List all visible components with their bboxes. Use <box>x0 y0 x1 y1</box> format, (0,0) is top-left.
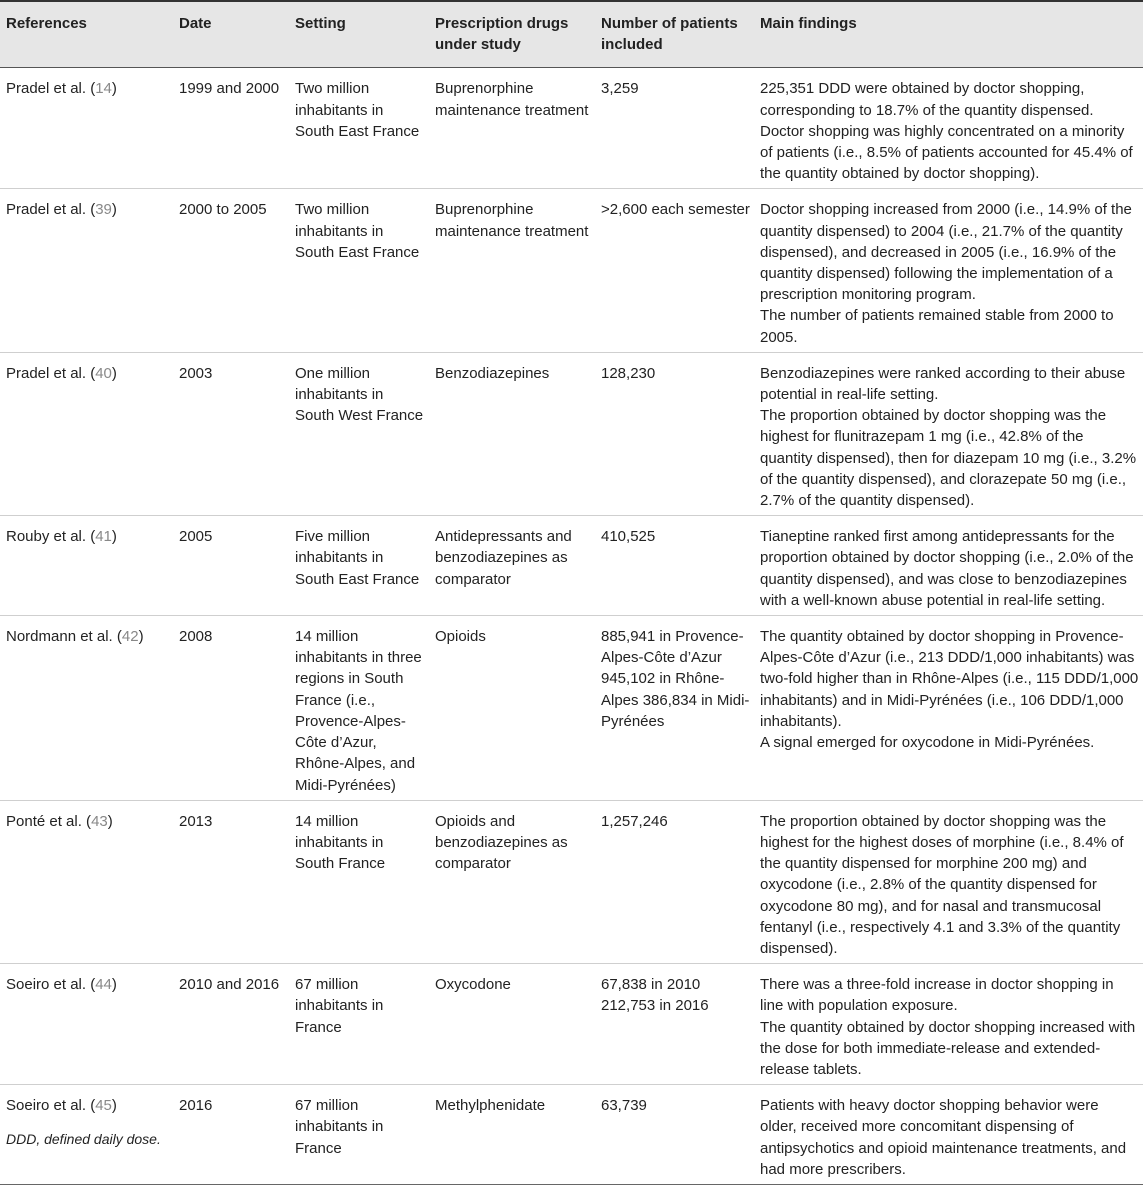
table-row <box>0 1085 1143 1185</box>
reference-link[interactable]: 45 <box>95 1097 112 1115</box>
cell-findings <box>754 189 1143 352</box>
table-row <box>0 516 1143 616</box>
cell-date: 2013 <box>173 800 289 963</box>
reference-paren: ) <box>111 364 117 382</box>
cell-drugs: Benzodiazepines <box>429 352 595 515</box>
cell-reference <box>0 964 173 1085</box>
cell-setting: Two million inhabitants in South East France <box>289 189 429 352</box>
cell-date: 2003 <box>173 352 289 515</box>
cell-patients: 63,739 <box>595 1085 754 1185</box>
header-findings: Main findings <box>754 1 1143 68</box>
reference-author: Nordmann et al. ( <box>6 628 122 646</box>
finding-paragraph: Benzodiazepines were ranked according to their abuse potential in real-life setting. <box>760 364 1126 404</box>
cell-patients: 410,525 <box>595 516 754 616</box>
finding-paragraph: There was a three-fold increase in doctor shopping in line with population exposure. <box>760 976 1114 1015</box>
cell-patients: 885,941 in Provence-Alpes-Côte d’Azur 945,102 in Rhône-Alpes 386,834 in Midi-Pyrénées <box>595 616 754 801</box>
table-header <box>0 1 1143 68</box>
reference-paren: ) <box>111 976 117 994</box>
cell-findings <box>754 68 1143 189</box>
cell-setting: One million inhabitants in South West France <box>289 352 429 515</box>
table-footnote: DDD, defined daily dose. <box>6 1131 161 1147</box>
cell-patients: 128,230 <box>595 352 754 515</box>
cell-patients: 67,838 in 2010 212,753 in 2016 <box>595 964 754 1085</box>
cell-reference <box>0 189 173 352</box>
cell-setting: 14 million inhabitants in three regions in South France (i.e., Provence-Alpes-Côte d’Azur, Rhône-Alpes, and Midi-Pyrénées) <box>289 616 429 801</box>
finding-paragraph: 225,351 DDD were obtained by doctor shopping, corresponding to 18.7% of the quantity dispensed. <box>760 80 1094 119</box>
cell-patients: 1,257,246 <box>595 800 754 963</box>
reference-author: Soeiro et al. ( <box>6 976 96 994</box>
reference-paren: ) <box>138 628 144 646</box>
finding-paragraph: The proportion obtained by doctor shopping was the highest for the highest doses of morphine (i.e., 8.4% of the quantity dispensed for morphine 200 mg) and oxycodone (i.e., 2.8% of the quantity dispensed for oxycodone 80 mg), and for nasal and transmucosal fentanyl (i.e., respectively 4.1 and 3.3% of the quantity dispensed). <box>760 812 1124 957</box>
cell-setting: Two million inhabitants in South East France <box>289 68 429 189</box>
reference-link[interactable]: 40 <box>95 364 112 382</box>
finding-paragraph: The quantity obtained by doctor shopping increased with the dose for both immediate-release and extended-release tablets. <box>760 1018 1136 1078</box>
header-drugs: Prescription drugs under study <box>429 1 595 68</box>
reference-author: Ponté et al. ( <box>6 812 92 830</box>
header-setting: Setting <box>289 1 429 68</box>
cell-findings <box>754 1085 1143 1185</box>
cell-reference <box>0 516 173 616</box>
cell-setting: 67 million inhabitants in France <box>289 1085 429 1185</box>
cell-reference <box>0 68 173 189</box>
table-row <box>0 68 1143 189</box>
finding-paragraph: Doctor shopping increased from 2000 (i.e., 14.9% of the quantity dispensed) to 2004 (i.e., 21.7% of the quantity dispensed), and decreased in 2005 (i.e., 16.9% of the quantity dispensed) following the implementation of a prescription monitoring program. <box>760 201 1132 304</box>
cell-date: 2010 and 2016 <box>173 964 289 1085</box>
finding-paragraph: The proportion obtained by doctor shopping was the highest for flunitrazepam 1 mg (i.e., 42.8% of the quantity dispensed), then for diazepam 10 mg (i.e., 3.2% of the quantity dispensed), and clorazepate 50 mg (i.e., 2.7% of the quantity dispensed). <box>760 407 1137 510</box>
cell-findings <box>754 616 1143 801</box>
header-patients: Number of patients included <box>595 1 754 68</box>
table-row <box>0 964 1143 1085</box>
cell-date: 2005 <box>173 516 289 616</box>
header-row <box>0 1 1143 68</box>
reference-link[interactable]: 39 <box>95 201 112 219</box>
cell-findings <box>754 352 1143 515</box>
reference-author: Pradel et al. ( <box>6 201 96 219</box>
cell-date: 2000 to 2005 <box>173 189 289 352</box>
cell-drugs: Buprenorphine maintenance treatment <box>429 189 595 352</box>
finding-paragraph: The quantity obtained by doctor shopping in Provence-Alpes-Côte d’Azur (i.e., 213 DDD/1,000 inhabitants) was two-fold higher than in Rhône-Alpes (i.e., 115 DDD/1,000 inhabitants) and in Midi-Pyrénées (i.e., 106 DDD/1,000 inhabitants). <box>760 628 1139 730</box>
reference-author: Pradel et al. ( <box>6 364 96 382</box>
reference-paren: ) <box>111 201 117 219</box>
reference-paren: ) <box>111 1097 117 1115</box>
reference-paren: ) <box>107 812 113 830</box>
cell-drugs: Buprenorphine maintenance treatment <box>429 68 595 189</box>
reference-link[interactable]: 41 <box>95 528 112 546</box>
reference-paren: ) <box>111 80 117 98</box>
table-row <box>0 352 1143 515</box>
cell-findings <box>754 516 1143 616</box>
cell-drugs: Oxycodone <box>429 964 595 1085</box>
header-date: Date <box>173 1 289 68</box>
cell-drugs: Methylphenidate <box>429 1085 595 1185</box>
reference-author: Soeiro et al. ( <box>6 1097 96 1115</box>
cell-drugs: Opioids and benzodiazepines as comparator <box>429 800 595 963</box>
cell-patients: 3,259 <box>595 68 754 189</box>
cell-date: 2016 <box>173 1085 289 1185</box>
reference-link[interactable]: 43 <box>91 812 108 830</box>
table-row <box>0 189 1143 352</box>
reference-paren: ) <box>111 528 117 546</box>
cell-reference <box>0 800 173 963</box>
finding-paragraph: The number of patients remained stable from 2000 to 2005. <box>760 307 1114 346</box>
cell-setting: 14 million inhabitants in South France <box>289 800 429 963</box>
reference-link[interactable]: 42 <box>121 628 139 646</box>
finding-paragraph: Patients with heavy doctor shopping behavior were older, received more concomitant dispensing of antipsychotics and opioid maintenance treatments, and had more prescribers. <box>760 1097 1127 1178</box>
reference-link[interactable]: 14 <box>95 80 112 98</box>
finding-paragraph: A signal emerged for oxycodone in Midi-Pyrénées. <box>760 734 1095 752</box>
table-row <box>0 616 1143 801</box>
cell-date: 2008 <box>173 616 289 801</box>
header-references: References <box>0 1 173 68</box>
cell-reference <box>0 352 173 515</box>
cell-setting: 67 million inhabitants in France <box>289 964 429 1085</box>
reference-author: Pradel et al. ( <box>6 80 96 98</box>
finding-paragraph: Tianeptine ranked first among antidepressants for the proportion obtained by doctor shopping (i.e., 2.0% of the quantity dispensed), and was close to benzodiazepines with a well-known abuse potential in real-life setting. <box>760 528 1134 609</box>
cell-drugs: Antidepressants and benzodiazepines as comparator <box>429 516 595 616</box>
reference-link[interactable]: 44 <box>95 976 112 994</box>
cell-patients: >2,600 each semester <box>595 189 754 352</box>
cell-reference <box>0 616 173 801</box>
table-body <box>0 68 1143 1185</box>
cell-date: 1999 and 2000 <box>173 68 289 189</box>
table-row <box>0 800 1143 963</box>
reference-author: Rouby et al. ( <box>6 528 96 546</box>
cell-setting: Five million inhabitants in South East France <box>289 516 429 616</box>
finding-paragraph: Doctor shopping was highly concentrated on a minority of patients (i.e., 8.5% of patients accounted for 45.4% of the quantity obtained by doctor shopping). <box>760 122 1133 183</box>
cell-findings <box>754 964 1143 1085</box>
cell-drugs: Opioids <box>429 616 595 801</box>
cell-findings <box>754 800 1143 963</box>
